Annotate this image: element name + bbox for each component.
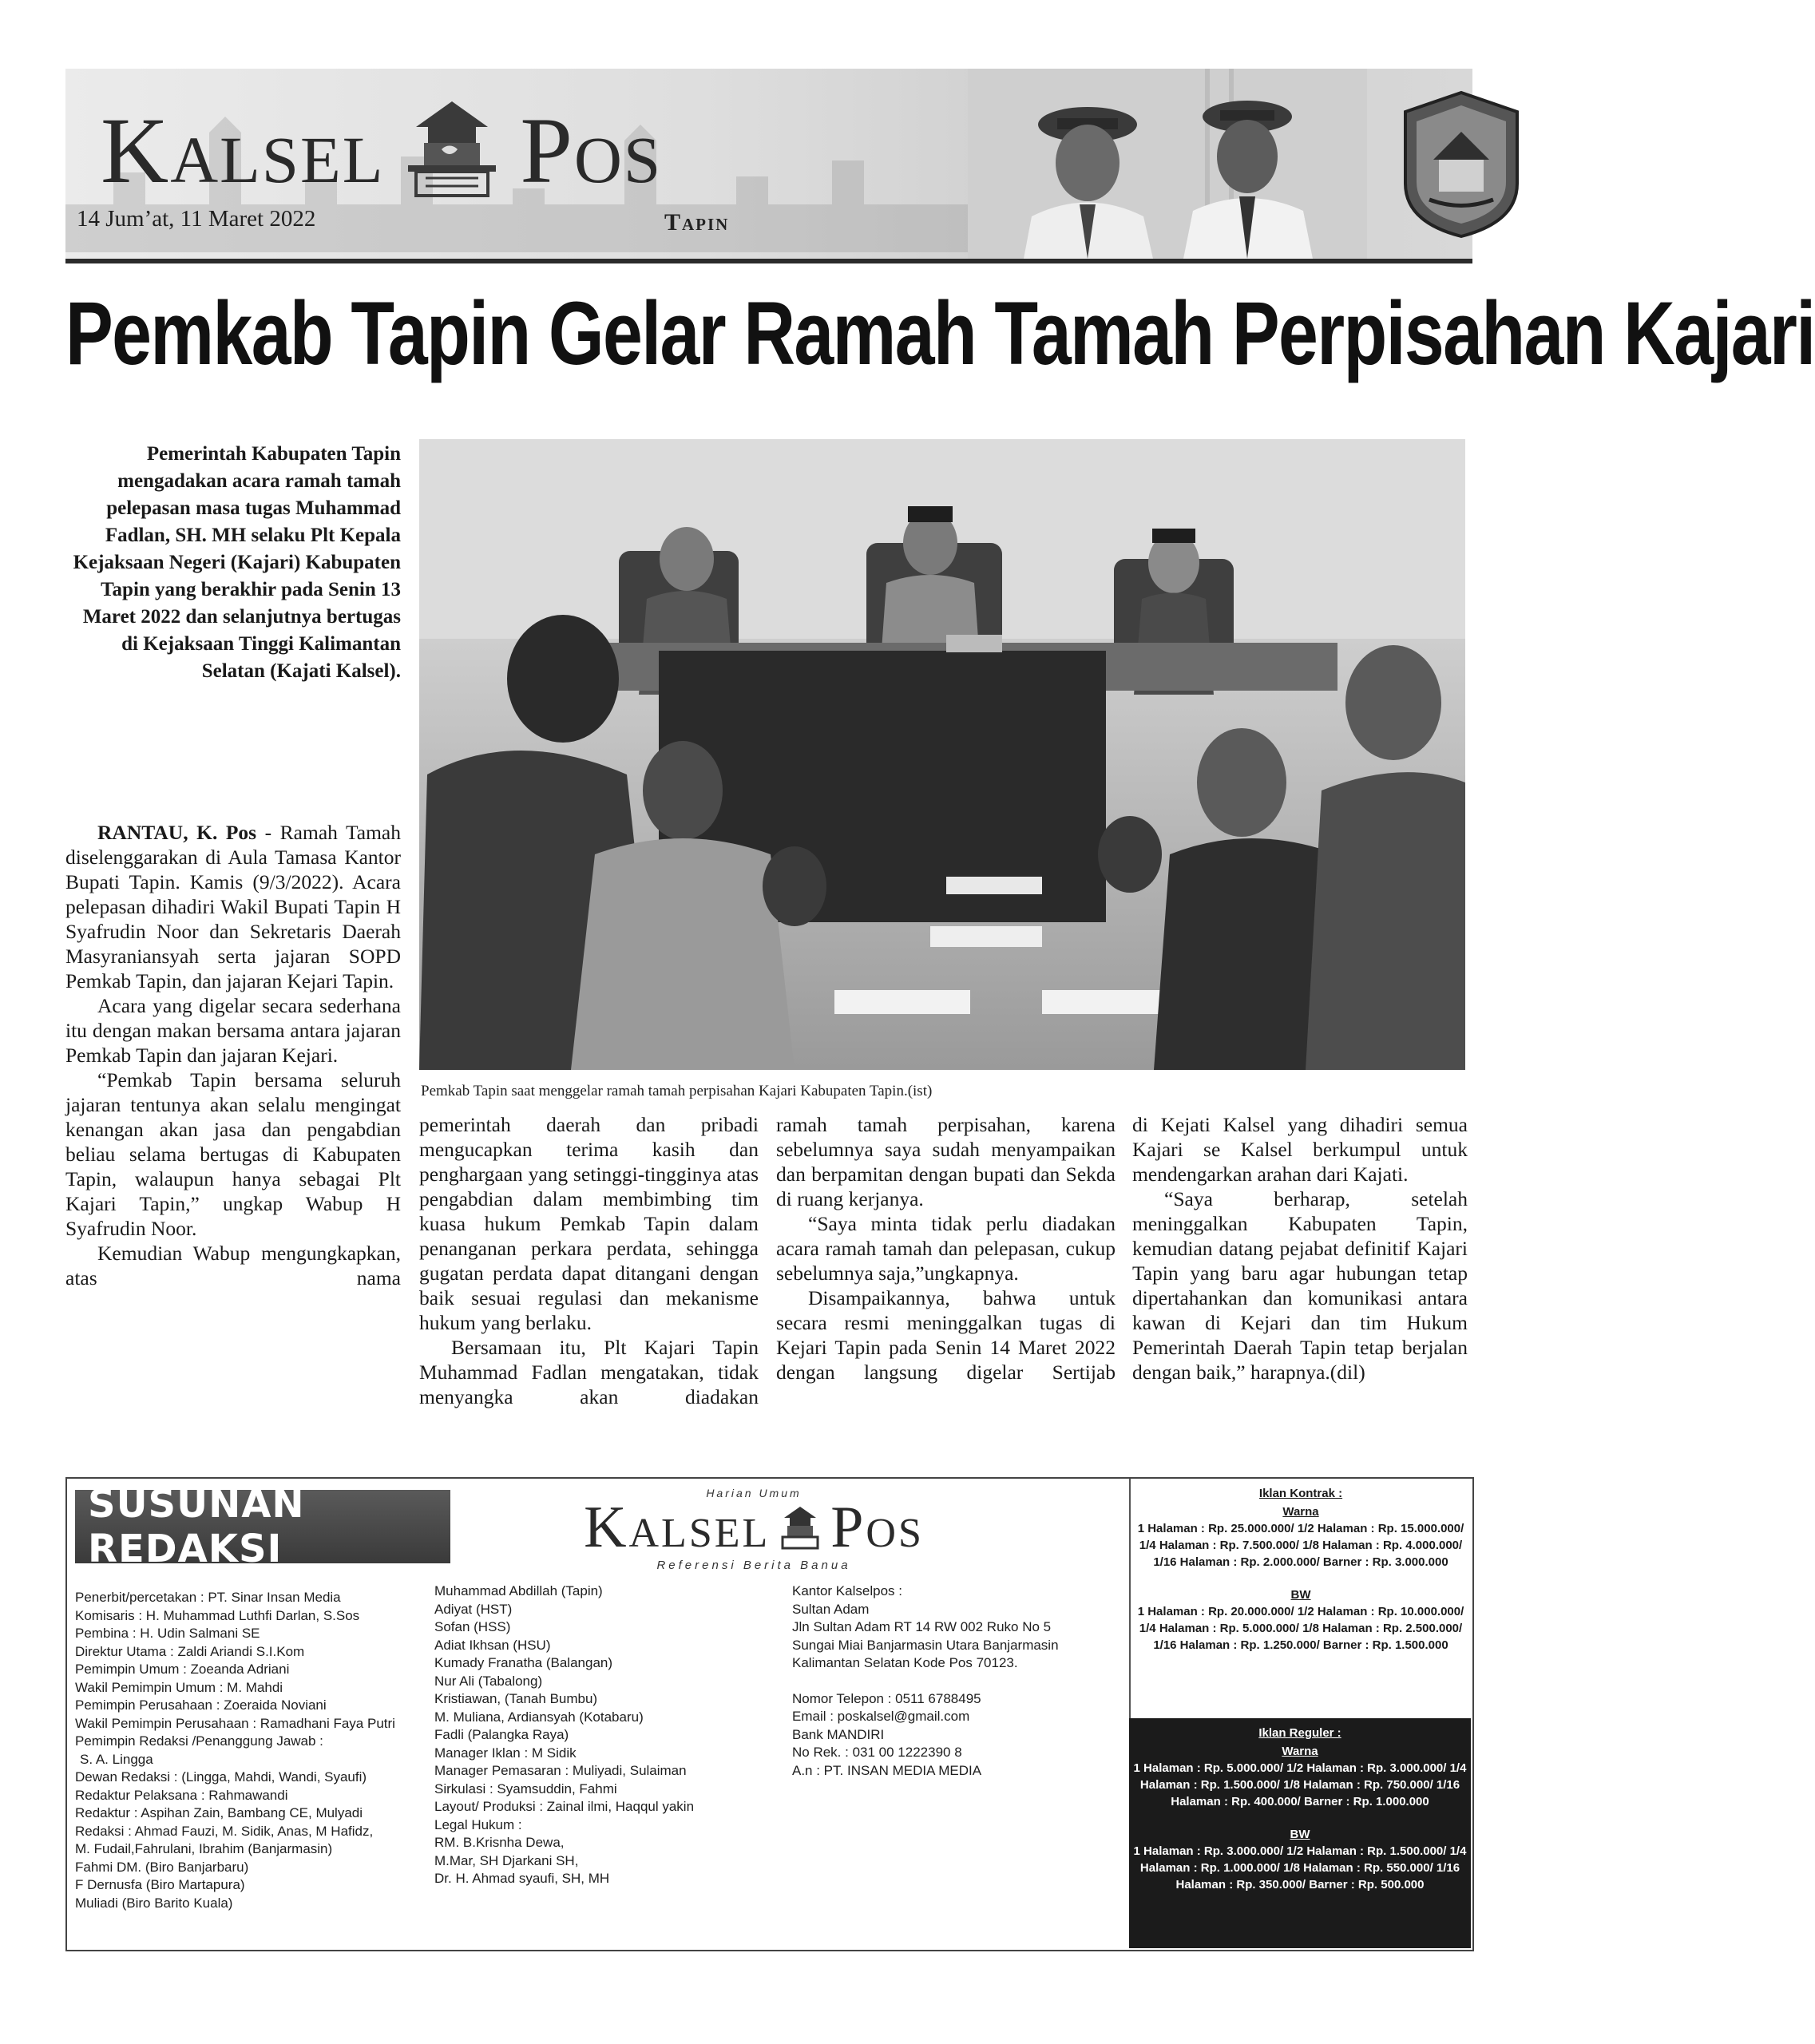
article-paragraph: pemerintah daerah dan pribadi mengucapkan terima kasih dan penghargaan yang setinggi-tingginya atas pengabdian dalam membimbing tim kuasa hukum Pemkab Tapin dalam penanganan perkara perdata, sehingga gugatan perdata dapat ditangani dengan baik sesuai regulasi dan mekanisme hukum yang berlaku. xyxy=(419,1113,759,1334)
issue-date: 14 Jum’at, 11 Maret 2022 xyxy=(77,206,316,232)
contact-bank: Bank MANDIRI xyxy=(792,1726,885,1742)
article-column-4 xyxy=(1132,1112,1468,1384)
regular-ad-rates xyxy=(1129,1718,1471,1948)
office-line: Sultan Adam xyxy=(792,1601,870,1617)
staff-entry: Wakil Pemimpin Umum : M. Mahdi xyxy=(75,1679,283,1695)
ad-contract-color-rates: 1 Halaman : Rp. 25.000.000/ 1/2 Halaman : Rp. 15.000.000/ 1/4 Halaman : Rp. 7.500.000/ 1/8 Halaman : Rp. 4.000.000/ 1/16 Halaman : Rp. 2.000.000/ Barner : Rp. 3.000.000 xyxy=(1137,1522,1464,1569)
staff-entry: Redaktur Pelaksana : Rahmawandi xyxy=(75,1787,288,1803)
editorial-brand xyxy=(498,1487,1009,1572)
article-paragraph: di Kejati Kalsel yang dihadiri semua Kajari se Kalsel berkumpul untuk mendengarkan arahan dari Kajati. xyxy=(1132,1113,1468,1186)
traditional-house-logo-icon xyxy=(392,95,512,207)
ad-contract-title: Iklan Kontrak : xyxy=(1258,1487,1343,1500)
office-line: Kalimantan Selatan Kode Pos 70123. xyxy=(792,1655,1018,1670)
brand-word-left: Kalsel xyxy=(584,1495,771,1560)
article-headline: Pemkab Tapin Gelar Ramah Tamah Perpisahan Kajari xyxy=(65,283,1815,383)
staff-entry: M. Fudail,Fahrulani, Ibrahim (Banjarmasin) xyxy=(75,1841,333,1856)
staff-entry: Fahmi DM. (Biro Banjarbaru) xyxy=(75,1859,249,1875)
staff-entry: Dewan Redaksi : (Lingga, Mahdi, Wandi, Syaufi) xyxy=(75,1769,367,1785)
brand-word-right: Pos xyxy=(830,1495,924,1560)
editorial-board-box xyxy=(65,1477,1474,1951)
ad-regular-title: Iklan Reguler : xyxy=(1258,1726,1341,1740)
article-column-3 xyxy=(776,1112,1116,1384)
staff-entry: Wakil Pemimpin Perusahaan : Ramadhani Faya Putri xyxy=(75,1715,395,1731)
staff-entry: Pemimpin Umum : Zoeanda Adriani xyxy=(75,1662,290,1677)
staff-entry: Fadli (Palangka Raya) xyxy=(434,1727,569,1742)
staff-entry: Redaksi : Ahmad Fauzi, M. Sidik, Anas, M Hafidz, xyxy=(75,1823,374,1839)
editorial-board-title: SUSUNAN REDAKSI xyxy=(75,1490,450,1563)
ad-contract-bw-label: BW xyxy=(1290,1588,1311,1602)
office-line: Sungai Miai Banjarmasin Utara Banjarmasin xyxy=(792,1637,1059,1653)
article-column-2 xyxy=(419,1112,759,1409)
officials-portrait-photo xyxy=(968,69,1367,259)
section-name: Tapin xyxy=(664,209,730,236)
staff-entry: M. Muliana, Ardiansyah (Kotabaru) xyxy=(434,1709,644,1725)
ad-regular-bw-label: BW xyxy=(1290,1828,1310,1841)
traditional-house-logo-icon xyxy=(775,1503,826,1551)
article-paragraph: Acara yang digelar secara sederhana itu dengan makan bersama antara jajaran Pemkab Tapin dan jajaran Kejari. xyxy=(65,994,401,1067)
newspaper-brand xyxy=(101,91,662,211)
article-paragraph: “Pemkab Tapin bersama seluruh jajaran tentunya akan selalu mengingat kenangan akan jasa dan pengabdian beliau selama bertugas di Kabupaten Tapin, walaupun hanya sebagai Plt Kajari Tapin,” ungkap Wabup H Syafrudin Noor. xyxy=(65,1068,401,1240)
staff-entry: Direktur Utama : Zaldi Ariandi S.I.Kom xyxy=(75,1643,305,1659)
staff-entry: M.Mar, SH Djarkani SH, xyxy=(434,1852,579,1868)
staff-entry: Dr. H. Ahmad syaufi, SH, MH xyxy=(434,1871,610,1886)
staff-entry: Komisaris : H. Muhammad Luthfi Darlan, S.Sos xyxy=(75,1607,360,1623)
staff-entry: Redaktur : Aspihan Zain, Bambang CE, Mulyadi xyxy=(75,1805,363,1820)
brand-word-left: Kalsel xyxy=(101,98,385,203)
article-paragraph: ramah tamah perpisahan, karena sebelumnya saya sudah menyampaikan dan berpamitan dengan bupati dan Sekda di ruang kerjanya. xyxy=(776,1113,1116,1210)
ad-contract-bw-rates: 1 Halaman : Rp. 20.000.000/ 1/2 Halaman : Rp. 10.000.000/ 1/4 Halaman : Rp. 5.000.000/ 1/8 Halaman : Rp. 2.500.000/ 1/16 Halaman : Rp. 1.250.000/ Barner : Rp. 1.500.000 xyxy=(1137,1605,1464,1652)
article-paragraph: “Saya minta tidak perlu diadakan acara ramah tamah dan pelepasan, cukup sebelumnya saja,”ungkapnya. xyxy=(776,1212,1116,1285)
brand-tagline: Referensi Berita Banua xyxy=(656,1559,851,1572)
staff-entry: Sirkulasi : Syamsuddin, Fahmi xyxy=(434,1781,617,1796)
staff-entry: Sofan (HSS) xyxy=(434,1619,511,1634)
staff-entry: S. A. Lingga xyxy=(80,1751,153,1767)
article-column-1 xyxy=(65,820,401,1290)
article-paragraph: Disampaikannya, bahwa untuk secara resmi meninggalkan tugas di Kejari Tapin pada Senin 14 Maret 2022 dengan langsung digelar Sertijab xyxy=(776,1286,1116,1384)
staff-entry: Muhammad Abdillah (Tapin) xyxy=(434,1583,603,1598)
staff-entry: F Dernusfa (Biro Martapura) xyxy=(75,1877,245,1892)
staff-entry: RM. B.Krisnha Dewa, xyxy=(434,1835,565,1850)
staff-entry: Nur Ali (Tabalong) xyxy=(434,1673,543,1689)
brand-top-label: Harian Umum xyxy=(706,1487,802,1499)
article-lead: Pemerintah Kabupaten Tapin mengadakan acara ramah tamah pelepasan masa tugas Muhammad Fadlan, SH. MH selaku Plt Kepala Kejaksaan Negeri (Kajari) Kabupaten Tapin yang berakhir pada Senin 13 Maret 2022 dan selanjutnya bertugas di Kejaksaan Tinggi Kalimantan Selatan (Kajati Kalsel). xyxy=(73,443,401,682)
ad-contract-color-label: Warna xyxy=(1282,1505,1319,1519)
contact-account-name: A.n : PT. INSAN MEDIA MEDIA xyxy=(792,1762,982,1778)
staff-entry: Adiyat (HST) xyxy=(434,1601,513,1617)
staff-entry: Muliadi (Biro Barito Kuala) xyxy=(75,1895,233,1911)
contract-ad-rates xyxy=(1129,1479,1471,1718)
contact-phone: Nomor Telepon : 0511 6788495 xyxy=(792,1690,981,1706)
office-line: Jln Sultan Adam RT 14 RW 002 Ruko No 5 xyxy=(792,1619,1052,1634)
masthead xyxy=(65,69,1472,263)
brand-word-right: Pos xyxy=(520,98,663,203)
staff-entry: Manager Iklan : M Sidik xyxy=(434,1745,577,1761)
staff-list-left xyxy=(75,1589,490,1912)
tapin-regency-emblem-icon xyxy=(1397,88,1525,240)
ad-regular-color-rates: 1 Halaman : Rp. 5.000.000/ 1/2 Halaman : Rp. 3.000.000/ 1/4 Halaman : Rp. 1.500.000/ 1/8 Halaman : Rp. 750.000/ 1/16 Halaman : Rp. 400.000/ Barner : Rp. 1.000.000 xyxy=(1133,1761,1467,1808)
article-paragraph: Bersamaan itu, Plt Kajari Tapin Muhammad Fadlan mengatakan, tidak menyangka akan diadakan xyxy=(419,1336,759,1408)
ad-regular-color-label: Warna xyxy=(1282,1745,1318,1758)
staff-entry: Kristiawan, (Tanah Bumbu) xyxy=(434,1691,598,1706)
article-paragraph: Kemudian Wabup mengungkapkan, atas nama xyxy=(65,1242,401,1289)
staff-entry: Kumady Franatha (Balangan) xyxy=(434,1655,613,1670)
staff-entry: Pembina : H. Udin Salmani SE xyxy=(75,1626,260,1641)
article-dateline: RANTAU, K. Pos xyxy=(97,821,257,844)
staff-entry: Pemimpin Perusahaan : Zoeraida Noviani xyxy=(75,1697,327,1713)
contact-account: No Rek. : 031 00 1222390 8 xyxy=(792,1745,962,1760)
staff-list-middle xyxy=(434,1583,778,1888)
staff-entry: Manager Pemasaran : Muliyadi, Sulaiman xyxy=(434,1763,687,1778)
staff-entry: Pemimpin Redaksi /Penanggung Jawab : xyxy=(75,1733,323,1749)
brand-logotype xyxy=(498,1495,1009,1560)
ad-regular-bw-rates: 1 Halaman : Rp. 3.000.000/ 1/2 Halaman : Rp. 1.500.000/ 1/4 Halaman : Rp. 1.000.000/ 1/8 Halaman : Rp. 550.000/ 1/16 Halaman : Rp. 350.000/ Barner : Rp. 500.000 xyxy=(1133,1844,1467,1891)
photo-caption: Pemkab Tapin saat menggelar ramah tamah perpisahan Kajari Kabupaten Tapin.(ist) xyxy=(421,1083,933,1099)
event-photo xyxy=(419,439,1465,1070)
staff-entry: Penerbit/percetakan : PT. Sinar Insan Media xyxy=(75,1590,341,1605)
office-line: Kantor Kalselpos : xyxy=(792,1583,902,1598)
staff-entry: Adiat Ikhsan (HSU) xyxy=(434,1637,551,1653)
article-paragraph: RANTAU, K. Pos - Ramah Tamah diselenggarakan di Aula Tamasa Kantor Bupati Tapin. Kamis (9/3/2022). Acara pelepasan dihadiri Wakil Bupati Tapin H Syafrudin Noor dan Sekretaris Daerah Masyraniansyah serta jajaran SOPD Pemkab Tapin, dan jajaran Kejari Tapin. xyxy=(65,821,401,992)
office-contact-block xyxy=(792,1583,1143,1780)
contact-email: Email : poskalsel@gmail.com xyxy=(792,1709,970,1724)
staff-entry: Legal Hukum : xyxy=(434,1816,522,1832)
staff-entry: Layout/ Produksi : Zainal ilmi, Haqqul yakin xyxy=(434,1799,695,1814)
article-paragraph: “Saya berharap, setelah meninggalkan Kabupaten Tapin, kemudian datang pejabat definitif Kajari Tapin yang baru agar hubungan tetap dipertahankan dan komunikasi antara kawan di Kejari dan tim Hukum Pemerintah Daerah Tapin tetap berjalan dengan baik,” harapnya.(dil) xyxy=(1132,1187,1468,1384)
